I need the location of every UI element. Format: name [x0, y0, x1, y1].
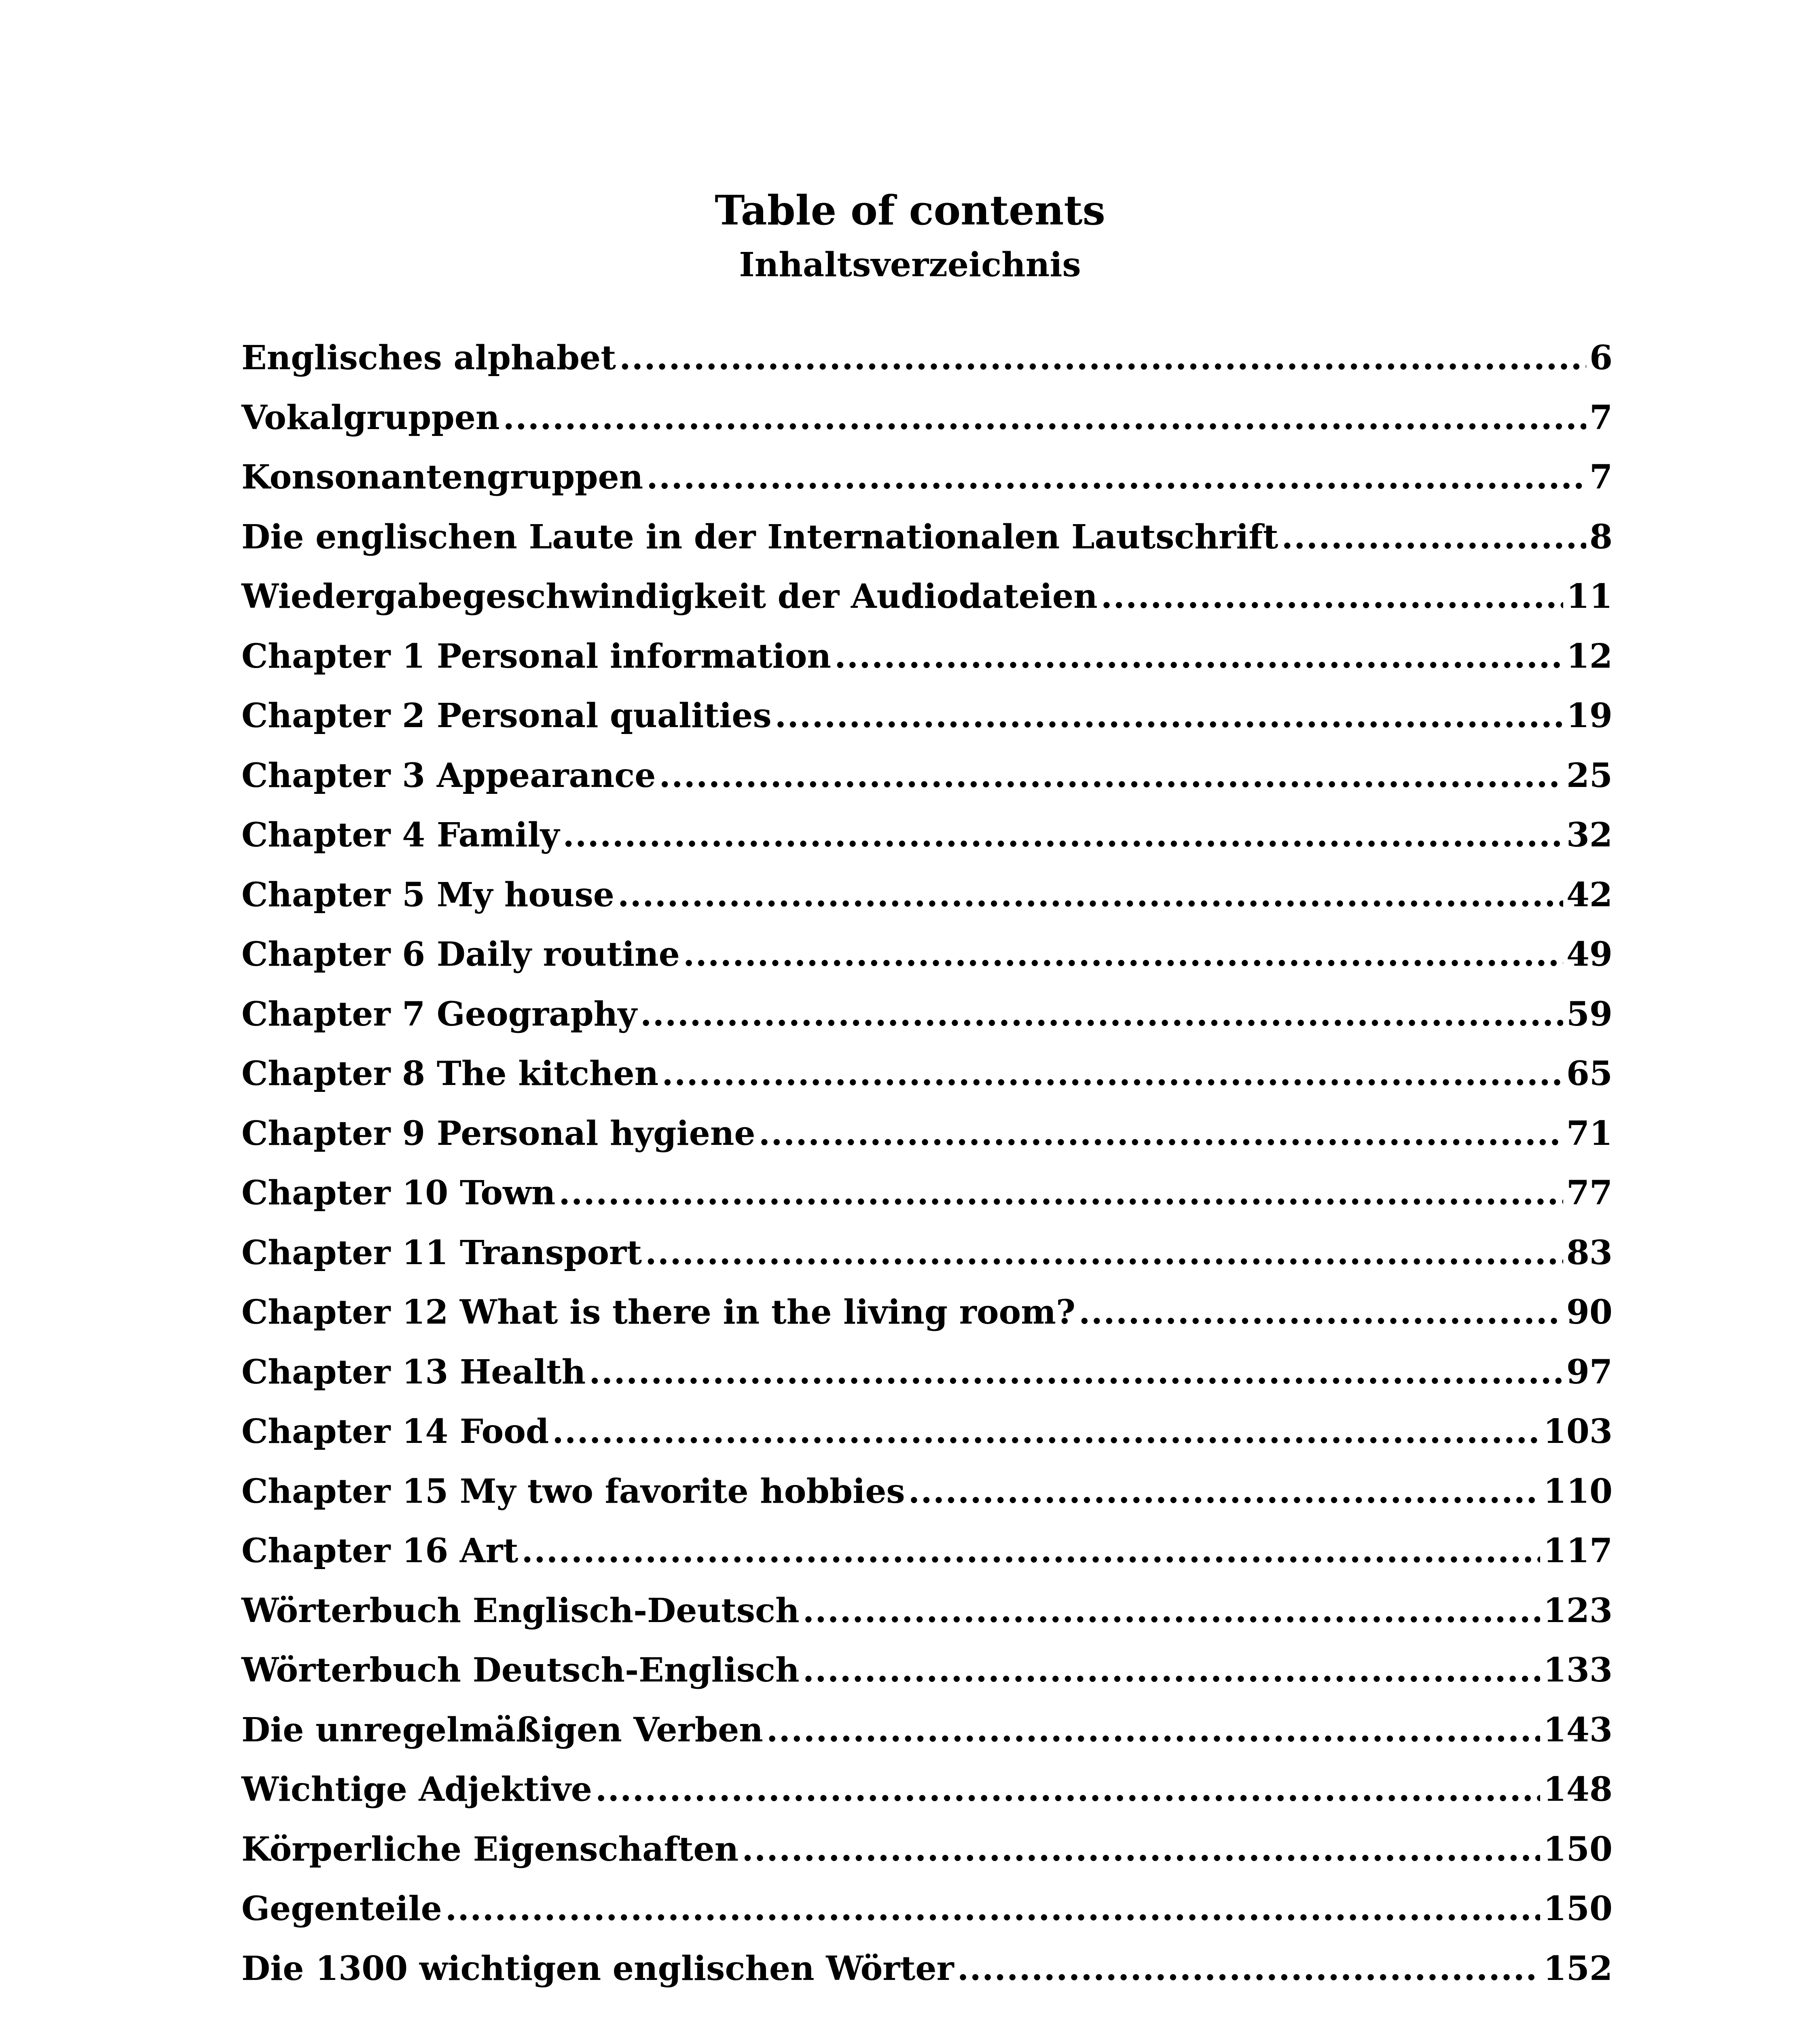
toc-entry-page: 32 [1566, 816, 1613, 854]
toc-entry[interactable] [241, 690, 1613, 749]
toc-dot-leader [742, 1823, 1540, 1876]
toc-dot-leader [1281, 511, 1586, 563]
toc-entry[interactable] [241, 1942, 1613, 2002]
toc-dot-leader [559, 1167, 1563, 1219]
toc-entry-label: Chapter 9 Personal hygiene [241, 1114, 756, 1153]
toc-entry[interactable] [241, 1882, 1613, 1942]
toc-entry[interactable] [241, 928, 1613, 988]
table-of-contents [241, 332, 1613, 2002]
toc-dot-leader [1079, 1286, 1563, 1339]
toc-entry[interactable] [241, 391, 1613, 451]
toc-entry-label: Chapter 12 What is there in the living room? [241, 1293, 1076, 1332]
toc-entry[interactable] [241, 570, 1613, 630]
toc-dot-leader [834, 630, 1563, 683]
toc-dot-leader [803, 1584, 1540, 1637]
toc-entry-page: 8 [1589, 517, 1613, 556]
toc-entry[interactable] [241, 1704, 1613, 1764]
toc-entry-page: 110 [1543, 1472, 1613, 1511]
toc-entry-label: Die englischen Laute in der Internationalen Lautschrift [241, 517, 1278, 556]
toc-entry[interactable] [241, 332, 1613, 391]
toc-entry[interactable] [241, 630, 1613, 690]
page-subtitle: Inhaltsverzeichnis [739, 245, 1081, 284]
toc-entry[interactable] [241, 1286, 1613, 1346]
toc-entry-label: Wiedergabegeschwindigkeit der Audiodateien [241, 577, 1098, 616]
toc-entry[interactable] [241, 451, 1613, 511]
toc-entry[interactable] [241, 1047, 1613, 1107]
toc-entry-page: 143 [1543, 1710, 1613, 1749]
toc-entry-label: Konsonantengruppen [241, 458, 643, 497]
toc-entry-page: 90 [1566, 1293, 1613, 1332]
toc-entry-label: Wichtige Adjektive [241, 1770, 592, 1809]
toc-dot-leader [640, 988, 1563, 1041]
toc-entry-label: Wörterbuch Englisch-Deutsch [241, 1591, 800, 1630]
toc-entry[interactable] [241, 1346, 1613, 1406]
toc-dot-leader [563, 809, 1563, 861]
toc-dot-leader [766, 1704, 1540, 1756]
toc-entry-page: 117 [1543, 1531, 1613, 1570]
toc-entry-page: 103 [1543, 1412, 1613, 1451]
toc-dot-leader [957, 1942, 1540, 1995]
toc-entry[interactable] [241, 1763, 1613, 1823]
toc-entry-label: Chapter 4 Family [241, 816, 560, 854]
toc-entry-page: 148 [1543, 1770, 1613, 1809]
toc-entry-label: Vokalgruppen [241, 398, 500, 437]
toc-entry-page: 77 [1566, 1174, 1613, 1212]
toc-entry[interactable] [241, 988, 1613, 1048]
toc-entry[interactable] [241, 1227, 1613, 1286]
toc-entry-label: Gegenteile [241, 1889, 442, 1928]
toc-entry[interactable] [241, 1167, 1613, 1227]
toc-dot-leader [589, 1346, 1563, 1398]
toc-entry-label: Chapter 2 Personal qualities [241, 696, 772, 735]
toc-entry-label: Chapter 3 Appearance [241, 756, 656, 795]
toc-entry-page: 71 [1566, 1114, 1613, 1153]
toc-entry[interactable] [241, 1107, 1613, 1167]
toc-dot-leader [619, 332, 1586, 384]
toc-entry-label: Chapter 10 Town [241, 1174, 556, 1212]
toc-entry[interactable] [241, 1405, 1613, 1465]
toc-dot-leader [683, 928, 1563, 981]
toc-entry-page: 150 [1543, 1830, 1613, 1869]
toc-entry-label: Die unregelmäßigen Verben [241, 1710, 763, 1749]
toc-dot-leader [522, 1525, 1540, 1577]
toc-dot-leader [759, 1107, 1563, 1160]
toc-entry-label: Chapter 11 Transport [241, 1233, 642, 1272]
toc-entry-label: Chapter 14 Food [241, 1412, 549, 1451]
toc-dot-leader [595, 1763, 1540, 1816]
toc-entry-page: 7 [1589, 458, 1613, 497]
toc-dot-leader [1101, 570, 1563, 623]
toc-dot-leader [662, 1047, 1563, 1100]
toc-entry-page: 152 [1543, 1949, 1613, 1988]
toc-entry-page: 19 [1566, 696, 1613, 735]
toc-entry-page: 7 [1589, 398, 1613, 437]
toc-entry-page: 133 [1543, 1651, 1613, 1690]
toc-entry-label: Die 1300 wichtigen englischen Wörter [241, 1949, 954, 1988]
toc-entry[interactable] [241, 1525, 1613, 1584]
toc-entry-page: 12 [1566, 637, 1613, 676]
toc-entry-page: 97 [1566, 1352, 1613, 1392]
toc-entry[interactable] [241, 1644, 1613, 1704]
toc-entry-label: Chapter 13 Health [241, 1352, 586, 1392]
toc-dot-leader [645, 1227, 1563, 1279]
toc-dot-leader [659, 749, 1563, 802]
toc-entry-label: Chapter 5 My house [241, 875, 614, 914]
page-title: Table of contents [715, 186, 1105, 234]
toc-entry-page: 25 [1566, 756, 1613, 795]
toc-entry-page: 123 [1543, 1591, 1613, 1630]
toc-entry[interactable] [241, 1465, 1613, 1525]
toc-entry-page: 42 [1566, 875, 1613, 914]
toc-dot-leader [803, 1644, 1540, 1696]
toc-entry-label: Wörterbuch Deutsch-Englisch [241, 1651, 800, 1690]
toc-dot-leader [618, 869, 1563, 921]
toc-dot-leader [552, 1405, 1540, 1458]
toc-dot-leader [503, 391, 1586, 444]
toc-entry-label: Chapter 15 My two favorite hobbies [241, 1472, 905, 1511]
toc-entry-label: Chapter 7 Geography [241, 994, 637, 1034]
toc-entry-label: Englisches alphabet [241, 338, 616, 377]
toc-entry[interactable] [241, 869, 1613, 929]
toc-dot-leader [908, 1465, 1540, 1518]
toc-entry[interactable] [241, 511, 1613, 571]
toc-dot-leader [646, 451, 1586, 503]
toc-entry-page: 11 [1566, 577, 1613, 616]
toc-entry-page: 150 [1543, 1889, 1613, 1928]
toc-entry-label: Körperliche Eigenschaften [241, 1830, 739, 1869]
toc-entry-label: Chapter 8 The kitchen [241, 1054, 659, 1093]
toc-dot-leader [445, 1882, 1540, 1935]
toc-entry-page: 83 [1566, 1233, 1613, 1272]
toc-entry-label: Chapter 16 Art [241, 1531, 518, 1570]
toc-entry-page: 65 [1566, 1054, 1613, 1093]
toc-entry[interactable] [241, 1823, 1613, 1883]
toc-entry[interactable] [241, 1584, 1613, 1644]
toc-dot-leader [775, 690, 1563, 742]
toc-entry[interactable] [241, 809, 1613, 869]
toc-entry-label: Chapter 6 Daily routine [241, 935, 680, 974]
toc-entry[interactable] [241, 749, 1613, 809]
toc-entry-page: 6 [1589, 338, 1613, 377]
toc-entry-label: Chapter 1 Personal information [241, 637, 832, 676]
toc-entry-page: 49 [1566, 935, 1613, 974]
toc-entry-page: 59 [1566, 994, 1613, 1034]
